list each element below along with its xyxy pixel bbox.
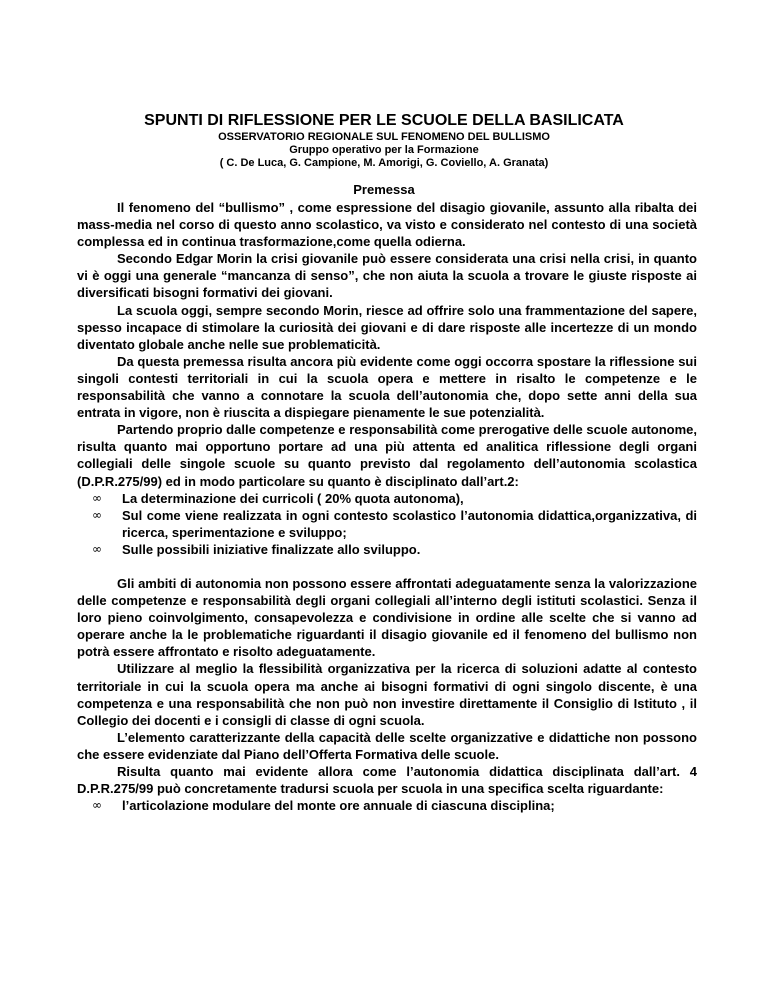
list-item-text: La determinazione dei curricoli ( 20% quota autonoma),: [122, 490, 464, 506]
paragraph: La scuola oggi, sempre secondo Morin, riesce ad offrire solo una frammentazione del sapere, spesso incapace di stimolare la curiosità dei giovani e di dare risposte alle incertezze di un mondo diventato globale anche nelle sue problematicità.: [77, 302, 697, 352]
authors-line: ( C. De Luca, G. Campione, M. Amorigi, G. Coviello, A. Granata): [219, 157, 549, 169]
organization-name: OSSERVATORIO REGIONALE SUL FENOMENO DEL BULLISMO: [218, 131, 550, 143]
list-item: [77, 541, 697, 558]
section-heading-premessa: Premessa: [353, 182, 415, 197]
list-item-text: Sulle possibili iniziative finalizzate allo sviluppo.: [122, 541, 421, 557]
paragraph: Risulta quanto mai evidente allora come l’autonomia didattica disciplinata dall’art. 4 D.P.R.275/99 può concretamente tradursi scuola per scuola in una specifica scelta riguardante:: [77, 764, 697, 797]
bullet-icon: ∞: [92, 490, 102, 505]
paragraph: Il fenomeno del “bullismo” , come espressione del disagio giovanile, assunto alla ribalta dei mass-media nel corso di questo anno scolastico, va visto e considerato nel contesto di una società complessa ed in continua trasformazione,come quella odierna.: [77, 200, 697, 250]
paragraph: Secondo Edgar Morin la crisi giovanile può essere considerata una crisi nella crisi, in quanto vi è oggi una generale “mancanza di senso”, che non aiuta la scuola a trovare le giuste risposte ai diversificati bisogni formativi dei giovani.: [77, 251, 697, 301]
bullet-icon: ∞: [92, 541, 102, 556]
document-title: SPUNTI DI RIFLESSIONE PER LE SCUOLE DELLA BASILICATA: [144, 112, 624, 129]
paragraph: Partendo proprio dalle competenze e responsabilità come prerogative delle scuole autonome, risulta quanto mai opportuno portare ad una più attenta ed analitica riflessione degli organi collegiali delle singole scuole su quanto previsto dal regolamento dell’autonomia scolastica (D.P.R.275/99) ed in modo particolare su quanto è disciplinato dall’art.2:: [77, 422, 697, 489]
paragraph: L’elemento caratterizzante della capacità delle scelte organizzative e didattiche non possono che essere evidenziate dal Piano dell’Offerta Formativa delle scuole.: [77, 729, 697, 762]
list-item: [77, 507, 697, 541]
bullet-list: [77, 797, 697, 814]
paragraph: Da questa premessa risulta ancora più evidente come oggi occorra spostare la riflessione sui singoli contesti territoriali in cui la scuola opera e mettere in risalto le competenze e le responsabilità che vanno a connotare la scuola dell’autonomia che, dopo sette anni della sua entrata in vigore, non è riuscita a dispiegare pienamente le sue potenzialità.: [77, 353, 697, 421]
list-item: [77, 490, 697, 507]
list-item: [77, 797, 697, 814]
paragraph: Utilizzare al meglio la flessibilità organizzativa per la ricerca di soluzioni adatte al contesto territoriale in cui la scuola opera ma anche ai bisogni formativi di ogni singolo discente, è una competenza e una responsabilità che non può non investire direttamente il Consiglio di Istituto , il Collegio dei docenti e i consigli di classe di ogni scuola.: [77, 661, 697, 728]
bullet-icon: ∞: [92, 798, 102, 813]
paragraph: Gli ambiti di autonomia non possono essere affrontati adeguatamente senza la valorizzazione delle competenze e responsabilità degli organi collegiali all’interno degli istituti scolastici. Senza il loro pieno coinvolgimento, consapevolezza e condivisione in ordine alle scelte che si vanno ad operare anche la le problematiche riguardanti il disagio giovanile ed il fenomeno del bullismo non potrà essere affrontato e risolto adeguatamente.: [77, 575, 697, 660]
bullet-icon: ∞: [92, 507, 102, 522]
list-item-text: Sul come viene realizzata in ogni contesto scolastico l’autonomia didattica,organizzativa, di ricerca, sperimentazione e sviluppo;: [122, 507, 697, 540]
working-group: Gruppo operativo per la Formazione: [289, 144, 479, 156]
list-item-text: l’articolazione modulare del monte ore annuale di ciascuna disciplina;: [122, 798, 555, 814]
document-body: [77, 199, 697, 814]
bullet-list: [77, 490, 697, 558]
